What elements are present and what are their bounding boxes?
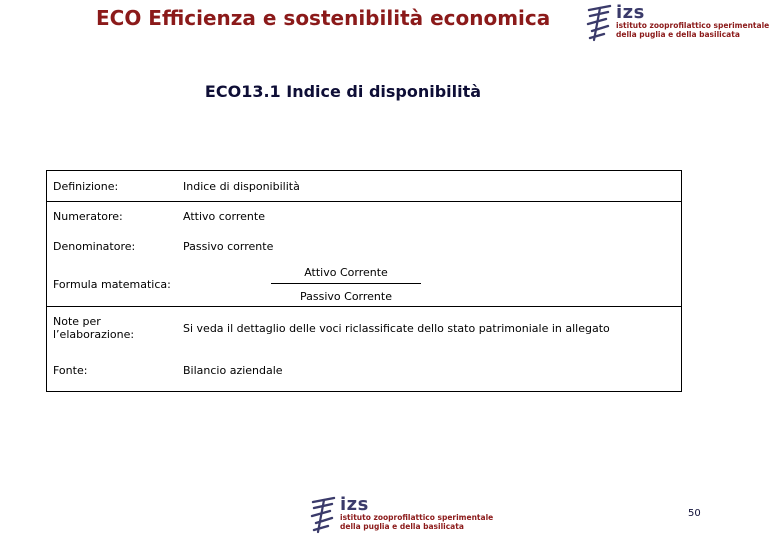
row-value: Passivo corrente [183, 239, 274, 253]
logo-line2: della puglia e della basilicata [340, 521, 464, 531]
row-label: Formula matematica: [47, 262, 178, 307]
logo-line2: della puglia e della basilicata [616, 29, 740, 39]
row-label: Definizione: [47, 171, 178, 202]
table-row [47, 230, 682, 262]
row-label: Note per l’elaborazione: [53, 315, 135, 341]
formula-fraction [271, 266, 421, 303]
header-title: ECO Efficienza e sostenibilità economica [96, 6, 551, 30]
row-label: Fonte: [53, 363, 88, 377]
table-row [47, 171, 682, 202]
row-value: Attivo corrente [183, 209, 265, 223]
formula-cell [177, 262, 682, 307]
logo-text [340, 496, 493, 531]
page-number: 50 [688, 508, 701, 519]
table-row [47, 202, 682, 231]
row-value: Bilancio aziendale [183, 363, 283, 377]
izs-logo-icon [310, 496, 338, 536]
logo-name: izs [616, 2, 645, 23]
logo-text [616, 4, 769, 39]
table-row [47, 262, 682, 307]
page-subtitle: ECO13.1 Indice di disponibilità [204, 82, 482, 101]
izs-logo-icon [586, 4, 614, 44]
formula-denominator: Passivo Corrente [300, 289, 392, 303]
row-value: Si veda il dettaglio delle voci riclassificate dello stato patrimoniale in allegato [183, 321, 610, 335]
row-label: Numeratore: [53, 209, 123, 223]
definition-table [46, 170, 682, 392]
izs-logo-bottom [310, 496, 493, 536]
logo-line1: istituto zooprofilattico sperimentale [340, 513, 494, 522]
formula-numerator: Attivo Corrente [271, 266, 421, 284]
logo-line1: istituto zooprofilattico sperimentale [616, 21, 769, 30]
logo-name: izs [340, 494, 369, 515]
izs-logo-top [586, 4, 769, 44]
table-row [47, 349, 682, 392]
row-value: Indice di disponibilità [177, 171, 682, 202]
row-label: Denominatore: [53, 239, 136, 253]
table-row [47, 307, 682, 350]
